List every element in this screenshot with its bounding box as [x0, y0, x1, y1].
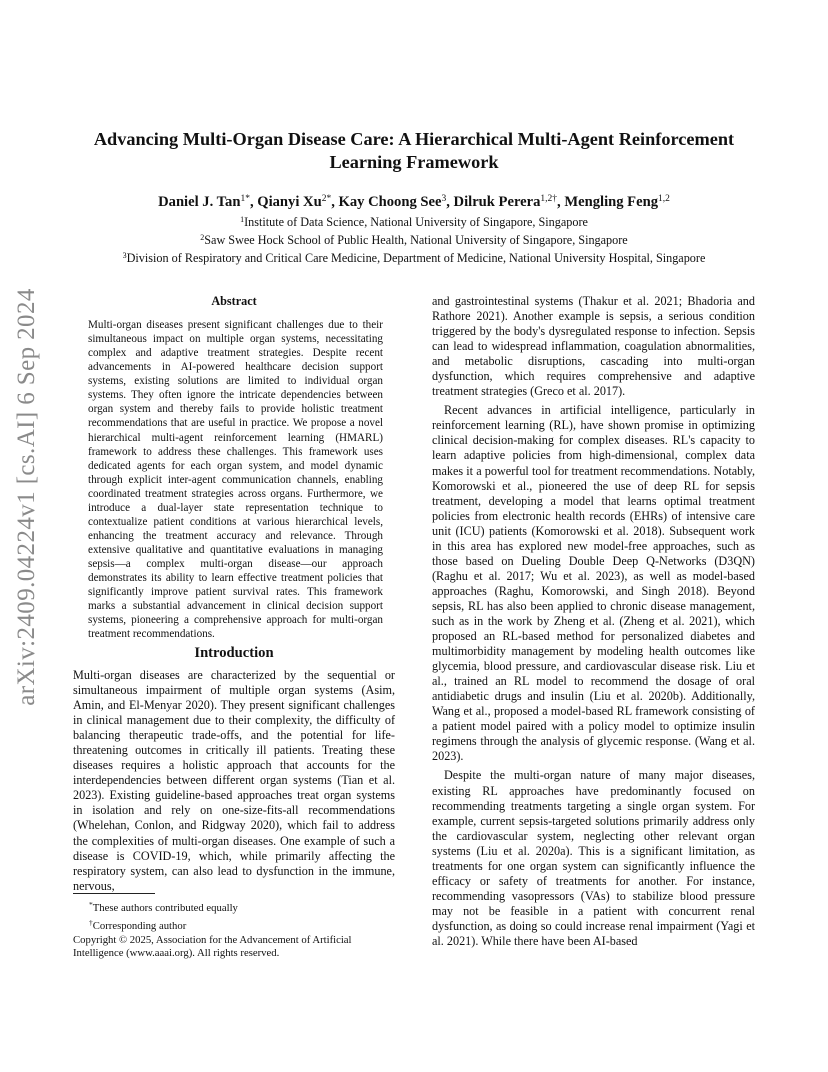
abstract-text: Multi-organ diseases present significant challenges due to their simultaneous impact on multiple organ systems, necessitating complex and adaptive treatment strategies. Despite recent advancements in AI-powered healthcare decision support systems, existing solutions are limited to individual organ systems. They often ignore the intricate dependencies between organ system and thereby fails to provide holistic treatment recommendations that are useful in practice. We propose a novel hierarchical multi-agent reinforcement learning (HMARL) framework to address these challenges. This framework uses dedicated agents for each organ system, and model dynamic through explicit inter-agent communication channels, enabling coordinated treatment strategies across organs. Furthermore, we introduce a dual-layer state representation technique to contextualize patient conditions at various hierarchical levels, enhancing the treatment accuracy and relevance. Through extensive qualitative and quantitative evaluations in managing sepsis—a complex multi-organ disease—our approach demonstrates its ability to learn effective treatment policies that significantly improve patient survival rates. This framework marks a substantial advancement in clinical decision support systems, pioneering a comprehensive approach for multi-organ treatment recommendations.: [88, 319, 383, 641]
author: Mengling Feng$^{1,2}$: [564, 194, 670, 210]
body-paragraph: Recent advances in artificial intelligence, particularly in reinforcement learning (RL), have shown promise in optimizing clinical decision-making for complex diseases. RL's capacity to learn adaptive policies from high-dimensional, complex data makes it a powerful tool for treatment recommendations. Notably, Komorowski et al., pioneered the use of deep RL for sepsis treatment, developing a model that learns optimal treatment policies from electronic health records (EHRs) of intensive care unit (ICU) patients (Komorowski et al. 2018). Subsequent work in this area has explored new model-free approaches, such as those based on Dueling Double Deep Q-Networks (D3QN) (Raghu et al. 2017; Wu et al. 2023), as well as model-based approaches (Raghu, Komorowski, and Singh 2018). Beyond sepsis, RL has also been applied to chronic disease management, such as in the work by Zheng et al. (Zheng et al. 2021), which proposed an RL-based method for personalized diabetes and multimorbidity management by modeling health outcomes like glycemia, blood pressure, and cardiovascular disease risk. Liu et al., trained an RL model to recommend the dosage of oral antidiabetic drugs and insulin (Liu et al. 2020b). Additionally, Wang et al., proposed a model-based RL framework consisting of a patient model paired with a policy model to optimize insulin regimens through the analysis of glycemic response. (Wang et al. 2023).: [432, 403, 755, 764]
copyright-notice: Copyright © 2025, Association for the Advancement of Artificial Intelligence (www.aaai.org). All rights reserved.: [73, 933, 352, 960]
footnote: †Corresponding author: [89, 917, 187, 932]
author: Kay Choong See$^3$,: [338, 194, 454, 210]
affiliation: $^3$Division of Respiratory and Critical Care Medicine, Department of Medicine, National University Hospital, Singapore: [122, 251, 706, 266]
author: Dilruk Perera$^{1,2\dagger}$,: [453, 194, 565, 210]
footnote: *These authors contributed equally: [89, 900, 238, 914]
affiliation-list: [60, 212, 768, 267]
body-paragraph: Despite the multi-organ nature of many major diseases, existing RL approaches have predominantly focused on recommending treatments targeting a single organ system. For example, current sepsis-targeted solutions primarily address only the cardiovascular system, neglecting other relevant organ systems (Liu et al. 2020a). This is a significant limitation, as treatments for one organ system can significantly influence the efficacy or safety of treatments for another. For instance, recommending vasopressors (VAs) to stabilize blood pressure may not be feasible in a patient with concurrent renal dysfunction, as doing so could increase renal impairment (Yagi et al. 2021). While there have been AI-based: [432, 768, 755, 948]
author: Daniel J. Tan$^{1*}$,: [158, 194, 258, 210]
introduction-body: [73, 668, 395, 894]
introduction-paragraph: Multi-organ diseases are characterized by the sequential or simultaneous impairment of multiple organ systems (Asim, Amin, and El-Menyar 2020). They present significant challenges in clinical management due to their complexity, the difficulty of balancing therapeutic trade-offs, and the potential for life-threatening outcomes in critically ill patients. Treating these diseases requires a holistic approach that accounts for the interdependencies between different organ systems (Tian et al. 2023). Existing guideline-based approaches treat organ systems in isolation and rely on one-size-fits-all recommendations (Whelehan, Conlon, and Ridgway 2020), which fail to address the complexities of multi-organ diseases. One example of such a disease is COVID-19, which, while primarily affecting the respiratory system, can also lead to dysfunction in the immune, nervous,: [73, 668, 395, 893]
author: Qianyi $Xu^{2*}$,: [257, 194, 339, 210]
footnote-divider: [73, 893, 155, 894]
arxiv-identifier-stamp: arXiv:2409.04224v1 [cs.AI] 6 Sep 2024: [13, 288, 40, 706]
body-paragraph: and gastrointestinal systems (Thakur et al. 2021; Bhadoria and Rathore 2021). Another example is sepsis, a serious condition triggered by the body's dysregulated response to infection. Sepsis can lead to widespread inflammation, coagulation abnormalities, and metabolic disruptions, cascading into multi-organ dysfunction, which requires comprehensive and adaptive treatment strategies (Greco et al. 2017).: [432, 294, 755, 399]
footnotes: [73, 898, 395, 961]
abstract-heading: Abstract: [211, 294, 257, 308]
right-column-body: [432, 294, 755, 949]
affiliation: $^2$Saw Swee Hock School of Public Health, National University of Singapore, Singapore: [200, 233, 628, 248]
paper-title: Advancing Multi-Organ Disease Care: A Hierarchical Multi-Agent Reinforcement Learning Framework: [93, 129, 735, 172]
affiliation: $^1$Institute of Data Science, National University of Singapore, Singapore: [240, 215, 588, 229]
introduction-heading: Introduction: [194, 645, 274, 661]
author-list: [60, 189, 768, 212]
